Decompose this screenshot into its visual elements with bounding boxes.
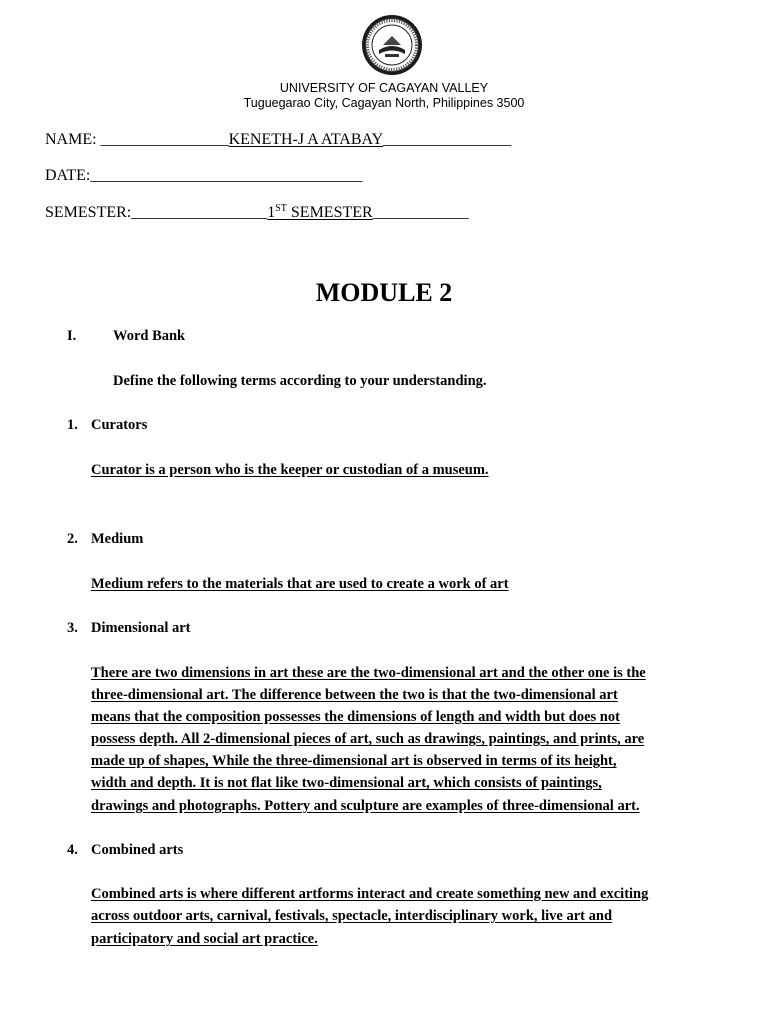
answer-line: made up of shapes, While the three-dimensional art is observed in terms of its height, [91,753,617,769]
university-seal-icon [361,14,423,76]
answer-line: possess depth. All 2-dimensional pieces of art, such as drawings, paintings, and prints, are [91,731,645,747]
item-term-dimensional-art: Dimensional art [91,620,191,636]
date-field [45,166,362,186]
item-term-curators: Curators [91,417,148,433]
section-instruction: Define the following terms according to your understanding. [113,373,487,389]
answer-line: There are two dimensions in art these are the two-dimensional art and the other one is the [91,665,646,681]
item-term-combined-arts: Combined arts [91,842,184,858]
item-number: 2. [67,531,78,547]
answer-line: width and depth. It is not flat like two-dimensional art, which consists of paintings, [91,775,602,791]
item-term-medium: Medium [91,531,144,547]
answer-line: three-dimensional art. The difference between the two is that the two-dimensional art [91,687,618,703]
answer-line: means that the composition possesses the dimensions of length and width but does not [91,709,620,725]
name-field [45,130,511,150]
answer-line: across outdoor arts, carnival, festivals, spectacle, interdisciplinary work, live art and [91,908,613,924]
semester-ordinal: ST [275,203,287,214]
semester-number: 1 [267,204,276,221]
name-value: KENETH-J A ATABAY [228,131,384,148]
answer-line: drawings and photographs. Pottery and sculpture are examples of three-dimensional art. [91,798,640,814]
answer-line: participatory and social art practice. [91,931,318,947]
semester-blank-post: ____________ [372,204,469,221]
name-blank-pre: ________________ [100,131,229,148]
answer-line: Medium refers to the materials that are used to create a work of art [91,576,509,592]
item-number: 1. [67,417,78,433]
item-number: 3. [67,620,78,636]
module-title: MODULE 2 [315,278,453,307]
name-label: NAME: [45,131,101,148]
section-heading: Word Bank [113,328,186,344]
institution-name: UNIVERSITY OF CAGAYAN VALLEY [279,81,489,95]
answer-line: Curator is a person who is the keeper or custodian of a museum. [91,462,489,478]
semester-field [45,203,469,223]
date-blank: __________________________________ [90,167,363,184]
section-numeral: I. [67,328,77,344]
date-label: DATE: [45,167,91,184]
name-blank-post: ________________ [383,131,512,148]
institution-address: Tuguegarao City, Cagayan North, Philippines 3500 [243,96,525,110]
semester-word: SEMESTER [286,204,373,221]
semester-label: SEMESTER: [45,204,132,221]
item-number: 4. [67,842,78,858]
semester-blank-pre: _________________ [131,204,268,221]
semester-value [267,204,372,221]
answer-line: Combined arts is where different artforms interact and create something new and exciting [91,886,649,902]
